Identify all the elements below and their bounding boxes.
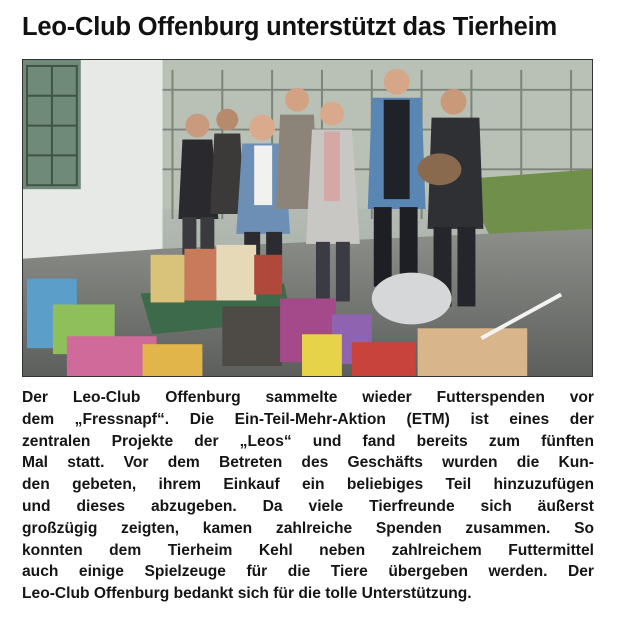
article-body — [22, 387, 594, 605]
article-body-line: auch einige Spielzeuge für die Tiere übergeben werden. Der — [22, 563, 594, 581]
group-photo-illustration — [23, 60, 592, 376]
article-body-line: großzügig zeigten, kamen zahlreiche Spenden zusammen. So — [22, 519, 594, 537]
article-body-line: den gebeten, ihrem Einkauf ein beliebiges Teil hinzuzufügen — [22, 476, 594, 494]
article-body-line: dem „Fressnapf“. Die Ein-Teil-Mehr-Aktion (ETM) ist eines der — [22, 410, 594, 428]
article-body-line: konnten dem Tierheim Kehl neben zahlreichem Futtermittel — [22, 541, 594, 559]
article-body-line: Leo-Club Offenburg bedankt sich für die tolle Unterstützung. — [22, 585, 472, 603]
article-body-line: und dieses abzugeben. Da viele Tierfreunde sich äußerst — [22, 497, 594, 515]
article-headline: Leo-Club Offenburg unterstützt das Tierheim — [22, 13, 557, 41]
article-body-line: Der Leo-Club Offenburg sammelte wieder Futterspenden vor — [22, 389, 594, 406]
article-body-line: Mal statt. Vor dem Betreten des Geschäfts wurden die Kun- — [22, 454, 594, 472]
article-photo — [22, 59, 593, 377]
article-body-line: zentralen Projekte der „Leos“ und fand bereits zum fünften — [22, 432, 594, 450]
